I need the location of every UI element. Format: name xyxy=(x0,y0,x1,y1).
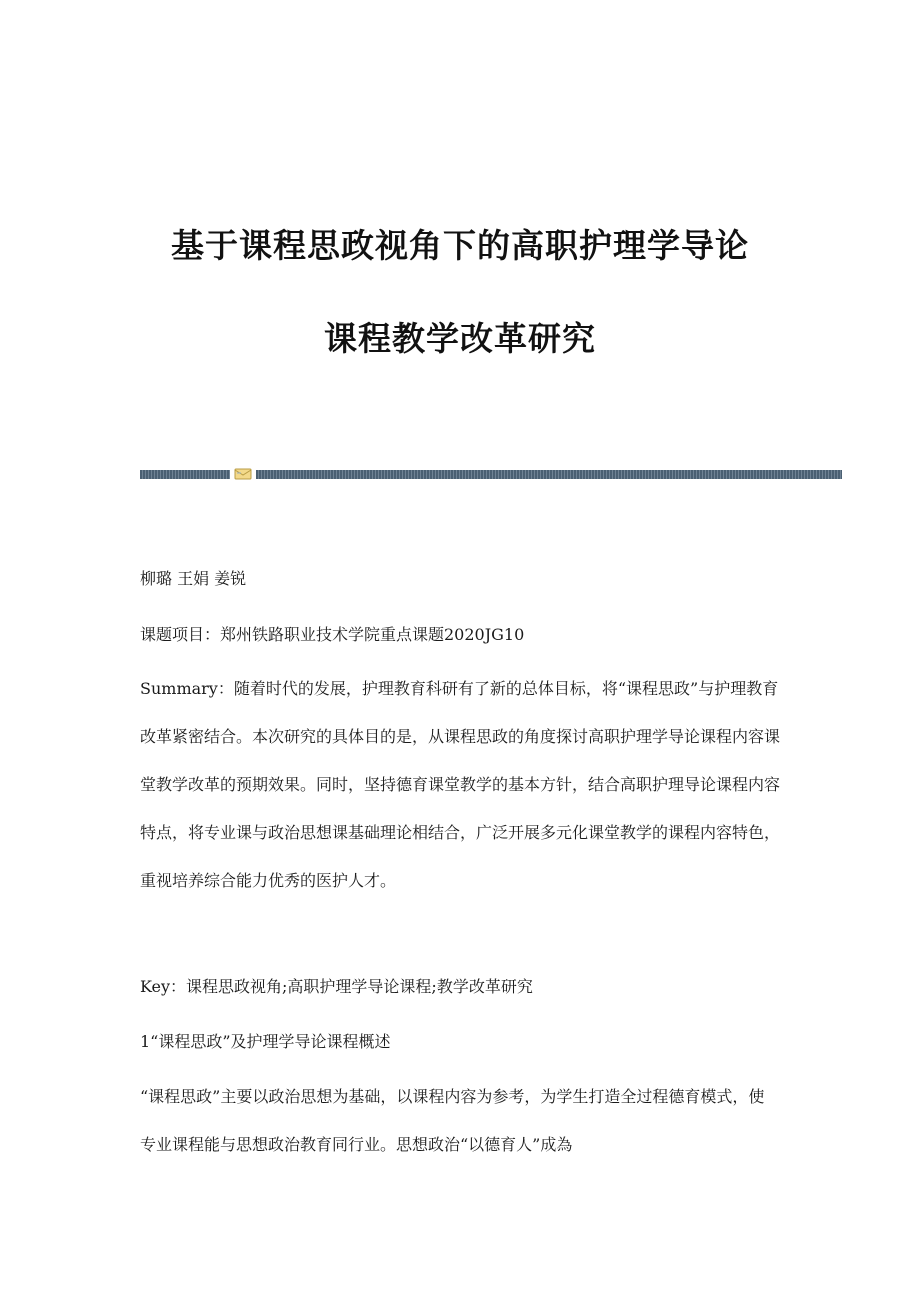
title-divider-left xyxy=(140,470,230,479)
divider-ornament-icon xyxy=(234,467,252,481)
title-divider-right xyxy=(256,470,842,479)
document-title-line-2: 课程教学改革研究 xyxy=(324,319,596,358)
document-title-line-1: 基于课程思政视角下的高职护理学导论 xyxy=(171,226,749,265)
section-heading: 1“课程思政”及护理学导论课程概述 xyxy=(140,1032,391,1051)
keywords-line: Key：课程思政视角;高职护理学导论课程;教学改革研究 xyxy=(140,977,533,996)
section-paragraph: “课程思政”主要以政治思想为基础，以课程内容为参考，为学生打造全过程德育模式，使专业课程能与思想政治教育同行业。思想政治“以德育人”成為 xyxy=(140,1087,765,1154)
authors-line: 柳璐 王娟 姜锐 xyxy=(140,569,247,588)
summary-paragraph: Summary：随着时代的发展，护理教育科研有了新的总体目标，将“课程思政”与护理教育改革紧密结合。本次研究的具体目的是，从课程思政的角度探讨高职护理学导论课程内容课堂教学改革的预期效果。同时，坚持德育课堂教学的基本方针，结合高职护理导论课程内容特点，将专业课与政治思想课基础理论相结合，广泛开展多元化课堂教学的课程内容特色，重视培养综合能力优秀的医护人才。 xyxy=(140,679,781,890)
project-line: 课题项目：郑州铁路职业技术学院重点课题2020JG10 xyxy=(140,625,525,644)
